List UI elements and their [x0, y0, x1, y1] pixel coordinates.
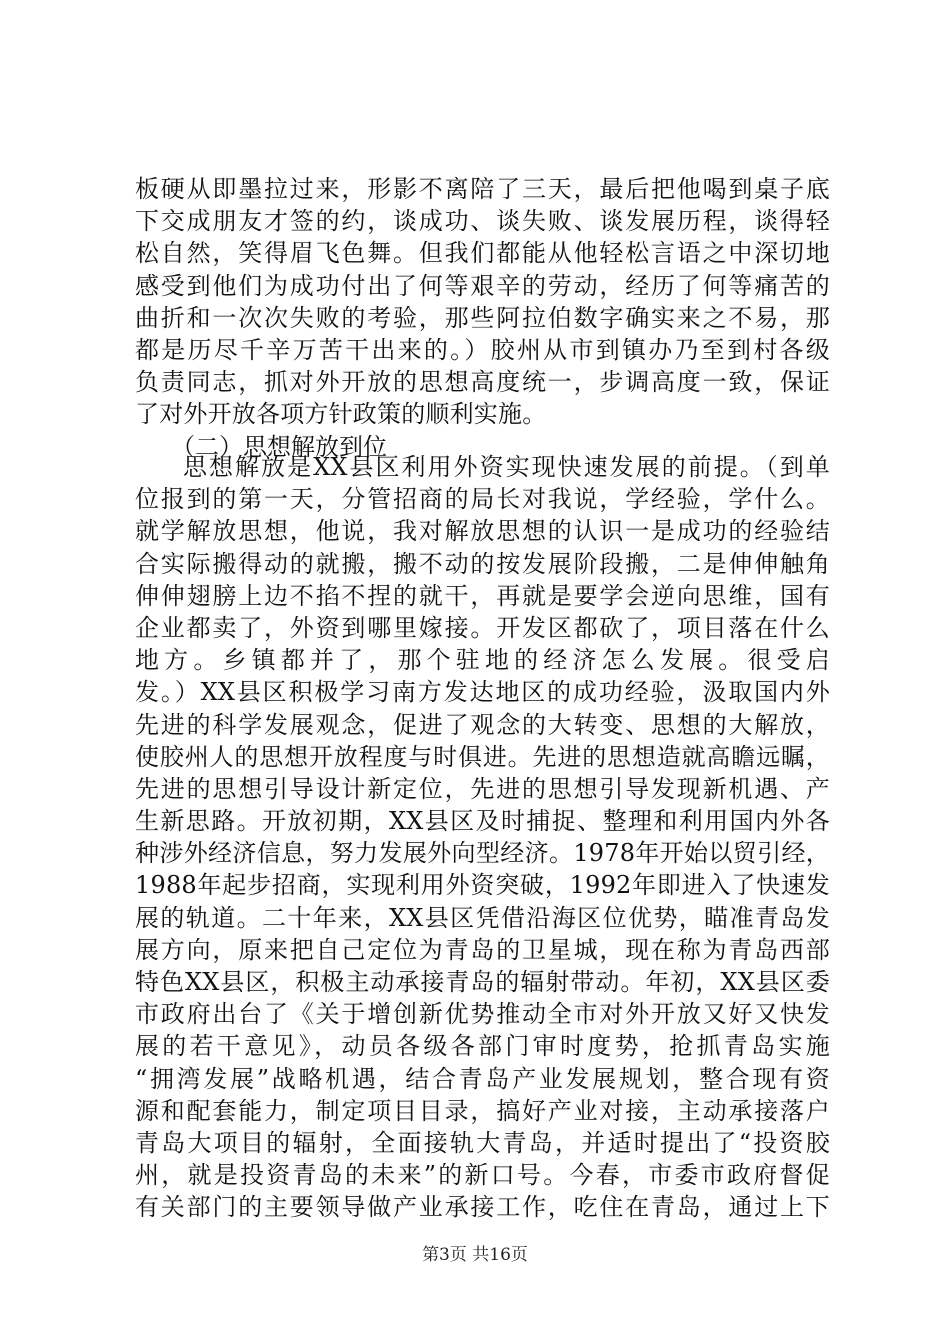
paragraph-line: 感受到他们为成功付出了何等艰辛的劳动，经历了何等痛苦的 — [135, 271, 830, 300]
paragraph-line: 市政府出台了《关于增创新优势推动全市对外开放又好又快发 — [135, 1000, 830, 1029]
paragraph-line: 下交成朋友才签的约，谈成功、谈失败、谈发展历程，谈得轻 — [135, 207, 830, 236]
paragraph-line: 就学解放思想，他说，我对解放思想的认识一是成功的经验结 — [135, 517, 830, 546]
paragraph-line: 伸伸翅膀上边不掐不捏的就干，再就是要学会逆向思维，国有 — [135, 581, 830, 610]
paragraph-continuation — [135, 173, 830, 463]
section-heading: （二）思想解放到位 — [171, 432, 387, 461]
paragraph-line: 有关部门的主要领导做产业承接工作，吃住在青岛，通过上下 — [135, 1193, 830, 1222]
paragraph-line: 合实际搬得动的就搬，搬不动的按发展阶段搬，二是伸伸触角 — [135, 549, 830, 578]
paragraph-line: 曲折和一次次失败的考验，那些阿拉伯数字确实来之不易，那 — [135, 303, 830, 332]
paragraph-line: 种涉外经济信息，努力发展外向型经济。1978年开始以贸引经， — [135, 839, 830, 868]
paragraph-line: 先进的思想引导设计新定位，先进的思想引导发现新机遇、产 — [135, 774, 830, 803]
paragraph-line: 板硬从即墨拉过来，形影不离陪了三天，最后把他喝到桌子底 — [135, 175, 830, 203]
paragraph-line: 发。）XX县区积极学习南方发达地区的成功经验，汲取国内外 — [135, 678, 830, 707]
paragraph-line: 生新思路。开放初期，XX县区及时捕捉、整理和利用国内外各 — [135, 807, 830, 836]
paragraph-line: 使胶州人的思想开放程度与时俱进。先进的思想造就高瞻远瞩， — [135, 742, 830, 771]
paragraph-line: 都是历尽千辛万苦干出来的。）胶州从市到镇办乃至到村各级 — [135, 335, 830, 364]
paragraph-line: 企业都卖了，外资到哪里嫁接。开发区都砍了，项目落在什么 — [135, 613, 830, 642]
paragraph-line: 展的若干意见》，动员各级各部门审时度势，抢抓青岛实施 — [135, 1032, 830, 1061]
paragraph-line: 特色XX县区，积极主动承接青岛的辐射带动。年初，XX县区委 — [135, 968, 830, 996]
paragraph-line: 州，就是投资青岛的未来”的新口号。今春，市委市政府督促 — [135, 1161, 830, 1190]
paragraph-line: “拥湾发展”战略机遇，结合青岛产业发展规划，整合现有资 — [135, 1064, 830, 1093]
page-footer — [0, 1240, 950, 1265]
paragraph-line: 展方向，原来把自己定位为青岛的卫星城，现在称为青岛西部 — [135, 935, 830, 964]
paragraph-line: 1988年起步招商，实现利用外资突破，1992年即进入了快速发 — [135, 871, 830, 900]
paragraph-line: 位报到的第一天，分管招商的局长对我说，学经验，学什么。 — [135, 485, 830, 514]
paragraph-line: 源和配套能力，制定项目目录，搞好产业对接，主动承接落户 — [135, 1096, 830, 1125]
paragraph-line: 松自然，笑得眉飞色舞。但我们都能从他轻松言语之中深切地 — [135, 239, 830, 268]
paragraph-line: 了对外开放各项方针政策的顺利实施。 — [135, 400, 547, 429]
paragraph-thought-liberation — [135, 451, 830, 1224]
page-number: 第3页 共16页 — [422, 1245, 528, 1265]
paragraph-line: 负责同志，抓对外开放的思想高度统一，步调高度一致，保证 — [135, 368, 830, 397]
paragraph-line: 地方。乡镇都并了，那个驻地的经济怎么发展。很受启 — [135, 646, 830, 675]
paragraph-line: 先进的科学发展观念，促进了观念的大转变、思想的大解放， — [135, 710, 830, 739]
paragraph-line: 思想解放是XX县区利用外资实现快速发展的前提。（到单 — [183, 453, 830, 481]
paragraph-line: 展的轨道。二十年来，XX县区凭借沿海区位优势，瞄准青岛发 — [135, 903, 830, 932]
paragraph-line: 青岛大项目的辐射，全面接轨大青岛，并适时提出了“投资胶 — [135, 1128, 830, 1157]
